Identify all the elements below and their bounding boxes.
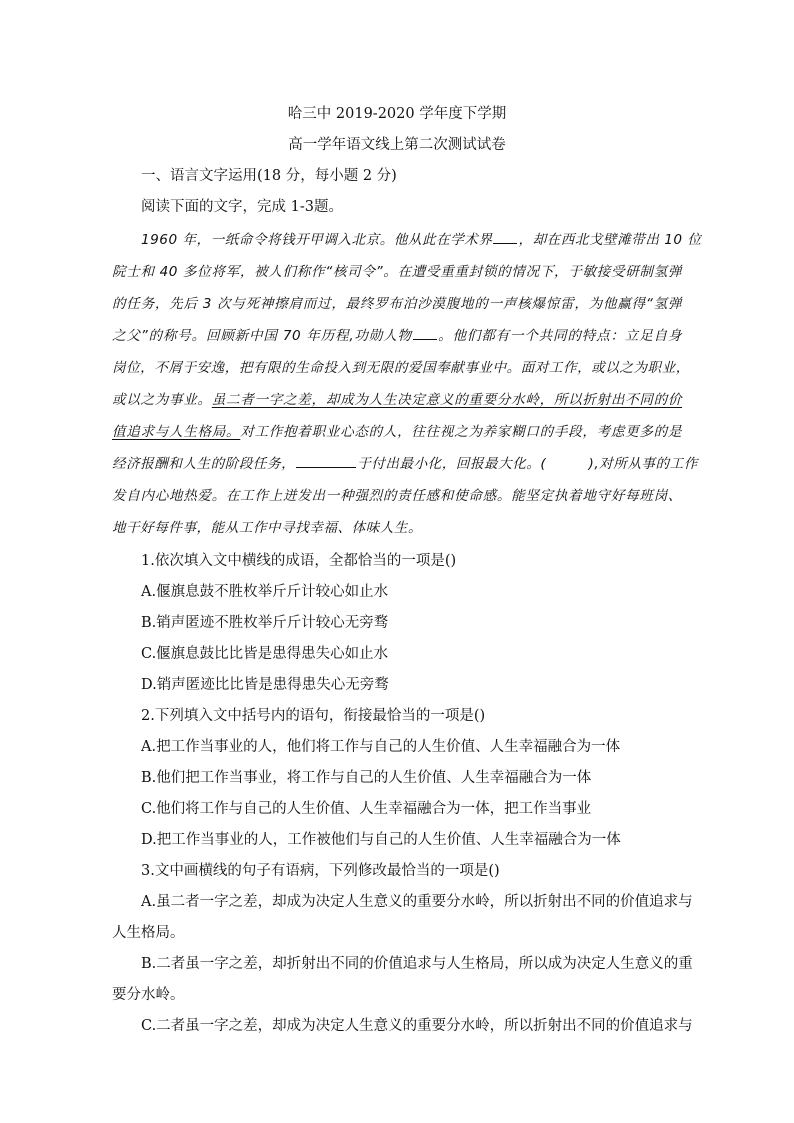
passage-text: 于付出最小化，回报最大化。( ),对所从事的工作 xyxy=(357,456,698,472)
passage-line: 发自内心地热爱。在工作上迸发出一种强烈的责任感和使命感。能坚定执着地守好每班岗、 xyxy=(112,488,682,504)
passage-line xyxy=(112,422,682,442)
question-2: 2.下列填入文中括号内的语句，衔接最恰当的一项是() xyxy=(141,708,486,724)
underlined-sentence: 虽二者一字之差，却成为人生决定意义的重要分水岭，所以折射出不同的价 xyxy=(211,392,683,408)
passage-line: 岗位，不屑于安逸，把有限的生命投入到无限的爱国奉献事业中。面对工作，或以之为职业， xyxy=(112,360,690,376)
fill-blank xyxy=(296,454,356,468)
option-1c: C.偃旗息鼓比比皆是患得患失心如止水 xyxy=(141,646,389,662)
passage-line xyxy=(112,326,682,346)
fill-blank xyxy=(413,326,437,340)
question-3: 3.文中画横线的句子有语病，下列修改最恰当的一项是() xyxy=(141,863,500,879)
section-instruction: 阅读下面的文字，完成 1-3题。 xyxy=(141,199,343,215)
passage-text: 之父”的称号。回顾新中国 70 年历程,功勋人物 xyxy=(112,328,412,344)
passage-line: 院士和 40 多位将军，被人们称作“核司令”。在遭受重重封锁的情况下，于敏接受研制氢弹 xyxy=(112,264,682,280)
passage-text: 或以之为事业。 xyxy=(112,392,212,408)
option-1a: A.偃旗息鼓不胜枚举斤斤计较心如止水 xyxy=(141,584,389,600)
option-1d: D.销声匿迹比比皆是患得患失心无旁骛 xyxy=(141,677,389,693)
question-1: 1.依次填入文中横线的成语，全都恰当的一项是() xyxy=(141,553,457,569)
option-3a: A.虽二者一字之差，却成为决定人生意义的重要分水岭，所以折射出不同的价值追求与 xyxy=(141,894,693,910)
underlined-sentence: 值追求与人生格局。 xyxy=(112,424,241,440)
option-3b: B.二者虽一字之差，却折射出不同的价值追求与人生格局，所以成为决定人生意义的重 xyxy=(141,956,693,972)
passage-text: 1960 年，一纸命令将钱开甲调入北京。他从此在学术界 xyxy=(141,232,493,248)
option-3c: C.二者虽一字之差，却成为决定人生意义的重要分水岭，所以折射出不同的价值追求与 xyxy=(141,1018,693,1034)
passage-text: 。他们都有一个共同的特点：立足自身 xyxy=(437,328,682,344)
exam-title: 哈三中 2019-2020 学年度下学期 xyxy=(287,106,507,122)
option-2c: C.他们将工作与自己的人生价值、人生幸福融合为一体，把工作当事业 xyxy=(141,801,592,817)
passage-text: 经济报酬和人生的阶段任务， xyxy=(112,456,296,472)
section-heading: 一、语言文字运用(18 分，每小题 2 分) xyxy=(141,168,397,184)
fill-blank xyxy=(493,230,517,244)
passage-text: ，却在西北戈壁滩带出 10 位 xyxy=(518,232,702,248)
option-2d: D.把工作当事业的人，工作被他们与自己的人生价值、人生幸福融合为一体 xyxy=(141,832,621,848)
passage-line xyxy=(141,230,702,250)
option-3b-cont: 要分水岭。 xyxy=(112,987,185,1003)
passage-line: 的任务，先后 3 次与死神擦肩而过，最终罗布泊沙漠腹地的一声核爆惊雷，为他赢得“氢弹 xyxy=(112,296,682,312)
passage-line xyxy=(112,390,682,410)
passage-text: 对工作抱着职业心态的人，往往视之为养家糊口的手段，考虑更多的是 xyxy=(240,424,683,440)
option-2b: B.他们把工作当事业，将工作与自己的人生价值、人生幸福融合为一体 xyxy=(141,770,592,786)
option-1b: B.销声匿迹不胜枚举斤斤计较心无旁骛 xyxy=(141,615,389,631)
passage-line: 地干好每件事，能从工作中寻找幸福、体味人生。 xyxy=(112,520,423,536)
passage-line xyxy=(112,454,698,474)
option-3a-cont: 人生格局。 xyxy=(112,925,185,941)
option-2a: A.把工作当事业的人，他们将工作与自己的人生价值、人生幸福融合为一体 xyxy=(141,739,621,755)
exam-subtitle: 高一学年语文线上第二次测试试卷 xyxy=(288,137,506,153)
